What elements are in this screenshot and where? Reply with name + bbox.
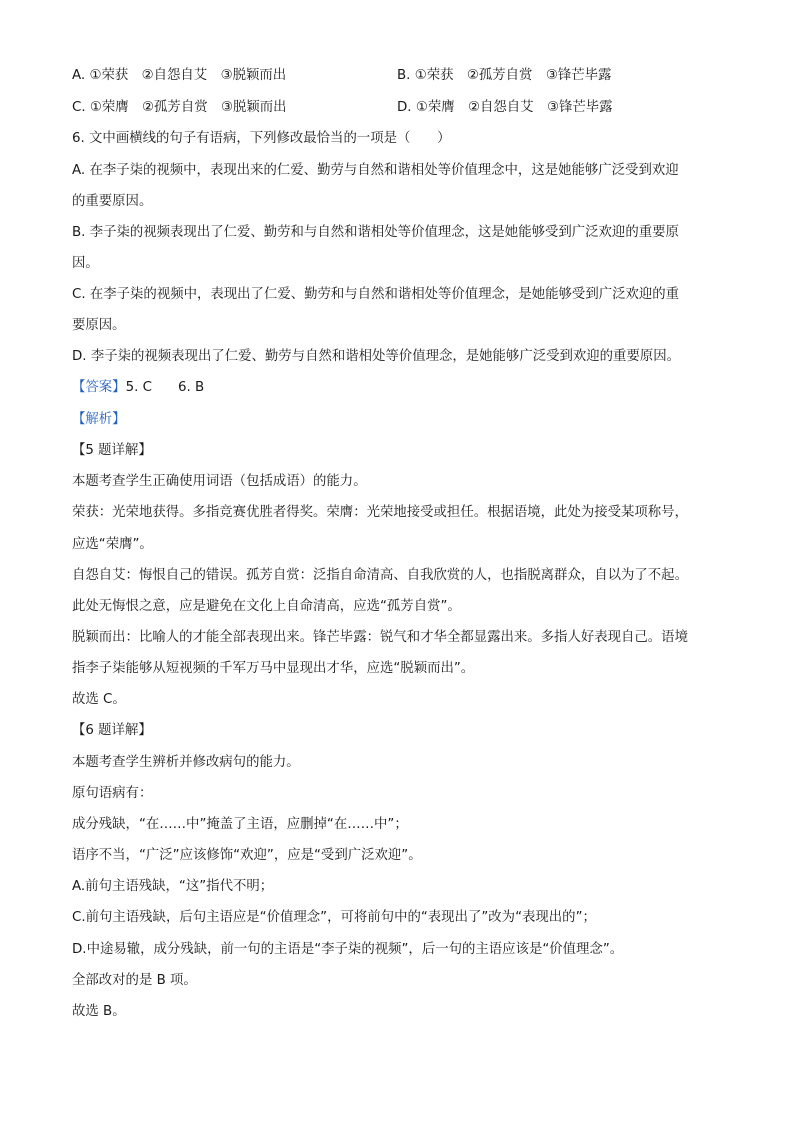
detail-6-option-c: C.前句主语残缺，后句主语应是“价值理念”，可将前句中的“表现出了”改为“表现出的”； xyxy=(72,910,596,925)
detail-5-heading: 【5 题详解】 xyxy=(72,443,152,458)
detail-5-para3-line1: 脱颖而出：比喻人的才能全部表现出来。锋芒毕露：锐气和才华全都显露出来。多指人好表现自己。语境 xyxy=(72,630,688,645)
detail-5-para1-line2: 应选“荣膺”。 xyxy=(72,537,153,552)
detail-6-option-d: D.中途易辙，成分残缺，前一句的主语是“李子柒的视频”，后一句的主语应该是“价值理念”。 xyxy=(72,942,624,957)
detail-6-all-correct: 全部改对的是 B 项。 xyxy=(72,973,197,988)
detail-5-para1-line1: 荣获：光荣地获得。多指竞赛优胜者得奖。荣膺：光荣地接受或担任。根据语境，此处为接受某项称号， xyxy=(72,505,688,520)
option-5d: D. ①荣膺 ②自怨自艾 ③锋芒毕露 xyxy=(397,100,613,115)
detail-5-para2-line1: 自怨自艾：悔恨自己的错误。孤芳自赏：泛指自命清高、自我欣赏的人，也指脱离群众，自以为了不起。 xyxy=(72,568,688,583)
option-5b: B. ①荣获 ②孤芳自赏 ③锋芒毕露 xyxy=(397,68,612,83)
answer-label: 【答案】 xyxy=(72,380,126,395)
option-6d-line1: D. 李子柒的视频表现出了仁爱、勤劳与自然和谐相处等价值理念，是她能够广泛受到欢迎的重要原因。 xyxy=(72,349,681,364)
detail-5-para2-line2: 此处无悔恨之意，应是避免在文化上自命清高，应选“孤芳自赏”。 xyxy=(72,599,461,614)
answer-q5: 5. C xyxy=(125,380,152,395)
question-6-stem: 6. 文中画横线的句子有语病，下列修改最恰当的一项是（ ） xyxy=(72,131,451,146)
option-6a-line1: A. 在李子柒的视频中，表现出来的仁爱、勤劳与自然和谐相处等价值理念中，这是她能够广泛受到欢迎 xyxy=(72,163,679,178)
detail-6-error-2: 语序不当，“广泛”应该修饰“欢迎”，应是“受到广泛欢迎”。 xyxy=(72,848,422,863)
option-6a-line2: 的重要原因。 xyxy=(72,194,153,209)
detail-6-heading: 【6 题详解】 xyxy=(72,723,152,738)
option-6c-line2: 要原因。 xyxy=(72,318,126,333)
detail-6-original-errors: 原句语病有： xyxy=(72,786,153,801)
option-5a: A. ①荣获 ②自怨自艾 ③脱颖而出 xyxy=(72,68,287,83)
detail-5-conclusion: 故选 C。 xyxy=(72,692,126,707)
answer-q6: 6. B xyxy=(177,380,205,395)
option-6c-line1: C. 在李子柒的视频中，表现出了仁爱、勤劳和与自然和谐相处等价值理念，是她能够受到广泛欢迎的重 xyxy=(72,287,680,302)
answer-line xyxy=(72,378,204,398)
detail-5-para3-line2: 指李子柒能够从短视频的千军万马中显现出才华，应选“脱颖而出”。 xyxy=(72,661,475,676)
option-6b-line1: B. 李子柒的视频表现出了仁爱、勤劳和与自然和谐相处等价值理念，这是她能够受到广泛欢迎的重要原 xyxy=(72,225,679,240)
detail-6-conclusion: 故选 B。 xyxy=(72,1004,126,1019)
analysis-label: 【解析】 xyxy=(72,412,126,427)
option-6b-line2: 因。 xyxy=(72,256,99,271)
option-5c: C. ①荣膺 ②孤芳自赏 ③脱颖而出 xyxy=(72,100,287,115)
detail-6-error-1: 成分残缺，“在……中”掩盖了主语，应删掉“在……中”； xyxy=(72,817,408,832)
detail-6-intro: 本题考查学生辨析并修改病句的能力。 xyxy=(72,755,300,770)
detail-5-intro: 本题考查学生正确使用词语（包括成语）的能力。 xyxy=(72,474,367,489)
detail-6-option-a: A.前句主语残缺，“这”指代不明； xyxy=(72,879,274,894)
